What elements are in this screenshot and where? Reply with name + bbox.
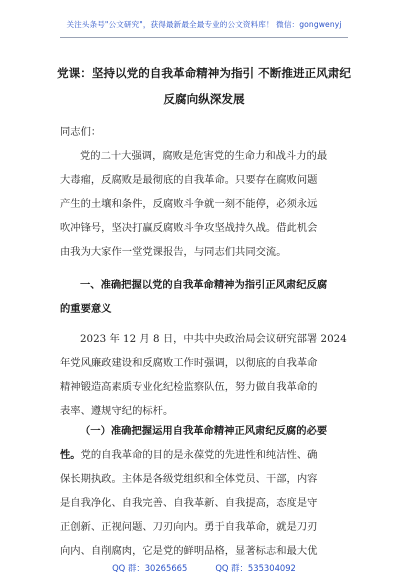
section-1-body-line: 年党风廉政建设和反腐败工作时强调，以彻底的自我革命	[60, 357, 318, 369]
subsection-1-heading-tail: 性。	[60, 449, 81, 461]
section-1-heading-line-2: 的重要意义	[60, 303, 112, 315]
subsection-1-body-start: 党的自我革命的目的是永葆党的先进性和纯洁性、确	[80, 449, 318, 461]
footer-qq-group-2: QQ 群：535304092	[215, 563, 296, 573]
subsection-1-heading-line-2	[60, 446, 317, 461]
subsection-1-heading-line-1: （一）准确把握运用自我革命精神正风肃纪反腐的必要	[80, 425, 328, 437]
document-title-line-1: 党课：坚持以党的自我革命精神为指引 不断推进正风肃纪	[57, 66, 351, 80]
header-promo-note: 关注头条号"公文研究"，获得最新最全最专业的公文资料库！ 微信：gongwenyj	[66, 20, 342, 29]
intro-paragraph-line: 党的二十大强调，腐败是危害党的生命力和战斗力的最	[80, 150, 328, 162]
section-1-body-line: 精神锻造高素质专业化纪检监察队伍，努力做自我革命的	[60, 381, 318, 393]
intro-paragraph-line: 产生的土壤和条件，反腐败斗争就一刻不能停，必须永远	[60, 198, 318, 210]
intro-paragraph-line: 大毒瘤，反腐败是最彻底的自我革命。只要存在腐败问题	[60, 174, 318, 186]
subsection-1-body-line: 是自我净化、自我完善、自我革新、自我提高，态度是守	[60, 497, 318, 509]
footer-qq-group-1: QQ 群：30265665	[112, 563, 188, 573]
subsection-1-body-line: 保长期执政。主体是各级党组织和全体党员、干部，内容	[60, 473, 318, 485]
subsection-1-body-line: 向内、自削腐肉，它是党的鲜明品格，显著标志和最大优	[60, 545, 318, 557]
section-1-body-line: 表率、遵规守纪的标杆。	[60, 405, 174, 417]
document-title-line-2: 反腐向纵深发展	[163, 92, 245, 106]
section-1-body-line: 2023 年 12 月 8 日，中共中央政治局会议研究部署 2024	[80, 333, 347, 345]
subsection-1-body-line: 正创新、正视问题、刀刃向内。勇于自我革命，就是刀刃	[60, 521, 318, 533]
intro-paragraph-line: 吹冲锋号，坚决打赢反腐败斗争攻坚战持久战。借此机会	[60, 222, 318, 234]
footer-contact	[0, 562, 408, 574]
section-1-heading-line-1: 一、准确把握以党的自我革命精神为指引正风肃纪反腐	[80, 279, 328, 291]
intro-paragraph-line: 由我为大家作一堂党课报告，与同志们共同交流。	[60, 246, 287, 258]
header-divider	[60, 37, 348, 38]
greeting: 同志们：	[60, 126, 102, 138]
